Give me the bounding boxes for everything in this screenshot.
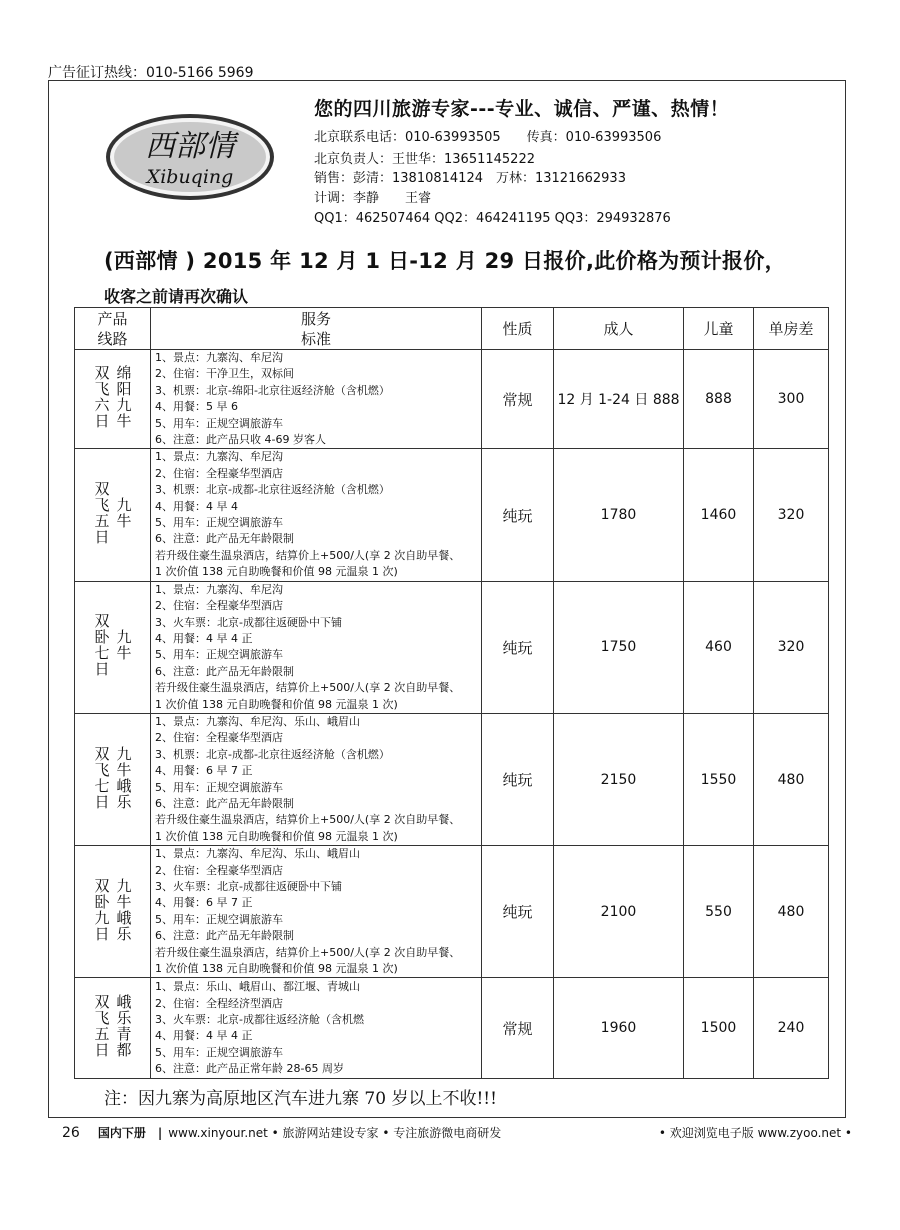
header-service-line1: 服务 — [300, 309, 331, 328]
service-detail-line: 2、住宿：全程豪华型酒店 — [155, 599, 283, 613]
service-detail-line: 5、用车：正规空调旅游车 — [155, 648, 283, 662]
service-details — [151, 713, 482, 845]
service-detail-line: 4、用餐：4 早 4 正 — [155, 631, 253, 645]
service-detail-line: 2、住宿：全程豪华型酒店 — [155, 863, 283, 877]
logo-pinyin-text: Xibuqing — [146, 166, 234, 188]
service-details — [151, 581, 482, 713]
contact-operators: 计调：李静 王睿 — [314, 191, 432, 206]
header-product — [75, 308, 151, 350]
service-detail-line: 1、景点：九寨沟、牟尼沟 — [155, 582, 283, 596]
ad-hotline: 广告征订热线：010-5166 5969 — [48, 65, 254, 81]
single-supplement: 320 — [754, 449, 829, 581]
adult-price: 2150 — [554, 713, 684, 845]
table-header-row — [75, 308, 829, 350]
service-detail-line: 5、用车：正规空调旅游车 — [155, 1045, 283, 1059]
service-detail-line: 1、景点：九寨沟、牟尼沟、乐山、峨眉山 — [155, 847, 360, 861]
adult-price: 2100 — [554, 846, 684, 978]
header-adult: 成人 — [554, 308, 684, 350]
service-detail-line: 3、机票：北京-成都-北京往返经济舱（含机燃） — [155, 747, 390, 761]
table-row — [75, 581, 829, 713]
service-detail-line: 若升级住豪生温泉酒店，结算价上+500/人(享 2 次自助早餐、 — [155, 548, 461, 562]
child-price: 1460 — [684, 449, 754, 581]
route-cell — [75, 713, 151, 845]
service-detail-line: 若升级住豪生温泉酒店，结算价上+500/人(享 2 次自助早餐、 — [155, 813, 461, 827]
service-detail-line: 2、住宿：全程经济型酒店 — [155, 996, 283, 1010]
adult-price: 1750 — [554, 581, 684, 713]
route-destination: 绵阳九牛 — [114, 365, 133, 430]
service-detail-line: 1、景点：九寨沟、牟尼沟 — [155, 351, 283, 364]
quote-subtitle: 收客之前请再次确认 — [104, 287, 249, 306]
child-price: 1550 — [684, 713, 754, 845]
service-detail-line: 6、注意：此产品无年龄限制 — [155, 796, 294, 810]
tour-type: 纯玩 — [482, 581, 554, 713]
single-supplement: 480 — [754, 846, 829, 978]
service-detail-line: 3、火车票：北京-成都往返硬卧中下铺 — [155, 880, 342, 893]
agency-slogan: 您的四川旅游专家---专业、诚信、严谨、热情！ — [314, 98, 730, 120]
service-detail-line: 4、用餐：4 早 4 正 — [155, 1029, 253, 1043]
single-supplement: 320 — [754, 581, 829, 713]
service-detail-line: 6、注意：此产品无年龄限制 — [155, 664, 294, 678]
service-detail-line: 3、机票：北京-成都-北京往返经济舱（含机燃） — [155, 483, 390, 497]
service-detail-line: 6、注意：此产品无年龄限制 — [155, 929, 294, 943]
route-duration: 双飞六日 — [92, 365, 111, 430]
service-detail-line: 5、用车：正规空调旅游车 — [155, 912, 283, 926]
service-details — [151, 978, 482, 1079]
child-price: 460 — [684, 581, 754, 713]
child-price: 1500 — [684, 978, 754, 1079]
table-row — [75, 350, 829, 449]
route-duration: 双飞五日 — [92, 481, 111, 546]
contact-sales: 销售：彭清：13810814124 万林：13121662933 — [314, 171, 626, 186]
section-name: 国内下册 — [97, 1126, 146, 1140]
price-table — [74, 307, 829, 1079]
route-cell — [75, 581, 151, 713]
service-detail-line: 6、注意：此产品只收 4-69 岁客人 — [155, 433, 326, 447]
route-duration: 双卧七日 — [92, 613, 111, 678]
service-detail-line: 1 次价值 138 元自助晚餐和价值 98 元温泉 1 次) — [155, 565, 398, 579]
service-detail-line: 4、用餐：6 早 7 正 — [155, 764, 253, 778]
table-row — [75, 713, 829, 845]
service-detail-line: 若升级住豪生温泉酒店，结算价上+500/人(享 2 次自助早餐、 — [155, 681, 461, 695]
contact-phone-fax: 北京联系电话：010-63993505 传真：010-63993506 — [314, 130, 662, 145]
child-price: 888 — [684, 350, 754, 449]
service-detail-line: 1、景点：九寨沟、牟尼沟、乐山、峨眉山 — [155, 714, 360, 728]
route-duration: 双卧九日 — [92, 877, 111, 942]
single-supplement: 240 — [754, 978, 829, 1079]
service-detail-line: 6、注意：此产品正常年龄 28-65 周岁 — [155, 1062, 344, 1076]
logo-chinese-text: 西部情 — [145, 129, 235, 164]
service-detail-line: 若升级住豪生温泉酒店，结算价上+500/人(享 2 次自助早餐、 — [155, 945, 461, 959]
service-detail-line: 3、机票：北京-绵阳-北京往返经济舱（含机燃） — [155, 383, 390, 397]
adult-price: 12 月 1-24 日 888 — [554, 350, 684, 449]
age-restriction-note: 注：因九寨为高原地区汽车进九寨 70 岁以上不收!!! — [104, 1089, 497, 1109]
header-nature: 性质 — [482, 308, 554, 350]
table-row — [75, 846, 829, 978]
tour-type: 纯玩 — [482, 846, 554, 978]
route-destination: 九牛 — [114, 497, 133, 530]
page-footer — [62, 1124, 852, 1141]
service-detail-line: 1 次价值 138 元自助晚餐和价值 98 元温泉 1 次) — [155, 829, 398, 843]
route-destination: 九牛 — [114, 629, 133, 662]
route-destination: 九牛峨乐 — [114, 877, 133, 942]
service-detail-line: 1 次价值 138 元自助晚餐和价值 98 元温泉 1 次) — [155, 697, 398, 711]
service-detail-line: 2、住宿：全程豪华型酒店 — [155, 466, 283, 480]
service-detail-line: 4、用餐：5 早 6 — [155, 400, 238, 414]
contact-qq: QQ1：462507464 QQ2：464241195 QQ3：294932876 — [314, 211, 671, 226]
route-cell — [75, 350, 151, 449]
single-supplement: 300 — [754, 350, 829, 449]
table-row — [75, 978, 829, 1079]
route-cell — [75, 846, 151, 978]
adult-price: 1780 — [554, 449, 684, 581]
service-details — [151, 350, 482, 449]
route-cell — [75, 449, 151, 581]
service-detail-line: 3、火车票：北京-成都往返硬卧中下铺 — [155, 615, 342, 629]
service-details — [151, 846, 482, 978]
route-destination: 峨乐青都 — [114, 994, 133, 1059]
route-cell — [75, 978, 151, 1079]
table-row — [75, 449, 829, 581]
service-detail-line: 5、用车：正规空调旅游车 — [155, 780, 283, 794]
footer-ebook-link: • 欢迎浏览电子版 www.zyoo.net • — [658, 1126, 852, 1140]
service-detail-line: 5、用车：正规空调旅游车 — [155, 516, 283, 530]
route-duration: 双飞五日 — [92, 994, 111, 1059]
route-duration: 双飞七日 — [92, 745, 111, 810]
service-details — [151, 449, 482, 581]
footer-tagline: www.xinyour.net • 旅游网站建设专家 • 专注旅游微电商研发 — [168, 1126, 502, 1140]
service-detail-line: 2、住宿：干净卫生，双标间 — [155, 367, 294, 381]
service-detail-line: 1、景点：乐山、峨眉山、都江堰、青城山 — [155, 980, 360, 994]
service-detail-line: 4、用餐：6 早 7 正 — [155, 896, 253, 910]
page-number: 26 — [62, 1124, 80, 1141]
header-single-supplement: 单房差 — [754, 308, 829, 350]
service-detail-line: 5、用车：正规空调旅游车 — [155, 416, 283, 430]
header-product-line2: 线路 — [97, 329, 128, 348]
child-price: 550 — [684, 846, 754, 978]
tour-type: 纯玩 — [482, 713, 554, 845]
tour-type: 纯玩 — [482, 449, 554, 581]
contact-manager: 北京负责人：王世华：13651145222 — [314, 152, 535, 167]
service-detail-line: 1 次价值 138 元自助晚餐和价值 98 元温泉 1 次) — [155, 962, 398, 976]
header-service — [151, 308, 482, 350]
route-destination: 九牛峨乐 — [114, 745, 133, 810]
single-supplement: 480 — [754, 713, 829, 845]
service-detail-line: 2、住宿：全程豪华型酒店 — [155, 731, 283, 745]
service-detail-line: 4、用餐：4 早 4 — [155, 499, 238, 513]
service-detail-line: 1、景点：九寨沟、牟尼沟 — [155, 450, 283, 464]
tour-type: 常规 — [482, 350, 554, 449]
header-child: 儿童 — [684, 308, 754, 350]
service-detail-line: 6、注意：此产品无年龄限制 — [155, 532, 294, 546]
company-logo — [104, 112, 276, 202]
adult-price: 1960 — [554, 978, 684, 1079]
tour-type: 常规 — [482, 978, 554, 1079]
footer-divider: | — [157, 1125, 163, 1140]
header-product-line1: 产品 — [97, 309, 128, 328]
header-service-line2: 标准 — [300, 329, 331, 348]
service-detail-line: 3、火车票：北京-成都往返经济舱（含机燃 — [155, 1013, 364, 1027]
quote-title: (西部情 ) 2015 年 12 月 1 日-12 月 29 日报价,此价格为预计报价， — [104, 249, 786, 273]
